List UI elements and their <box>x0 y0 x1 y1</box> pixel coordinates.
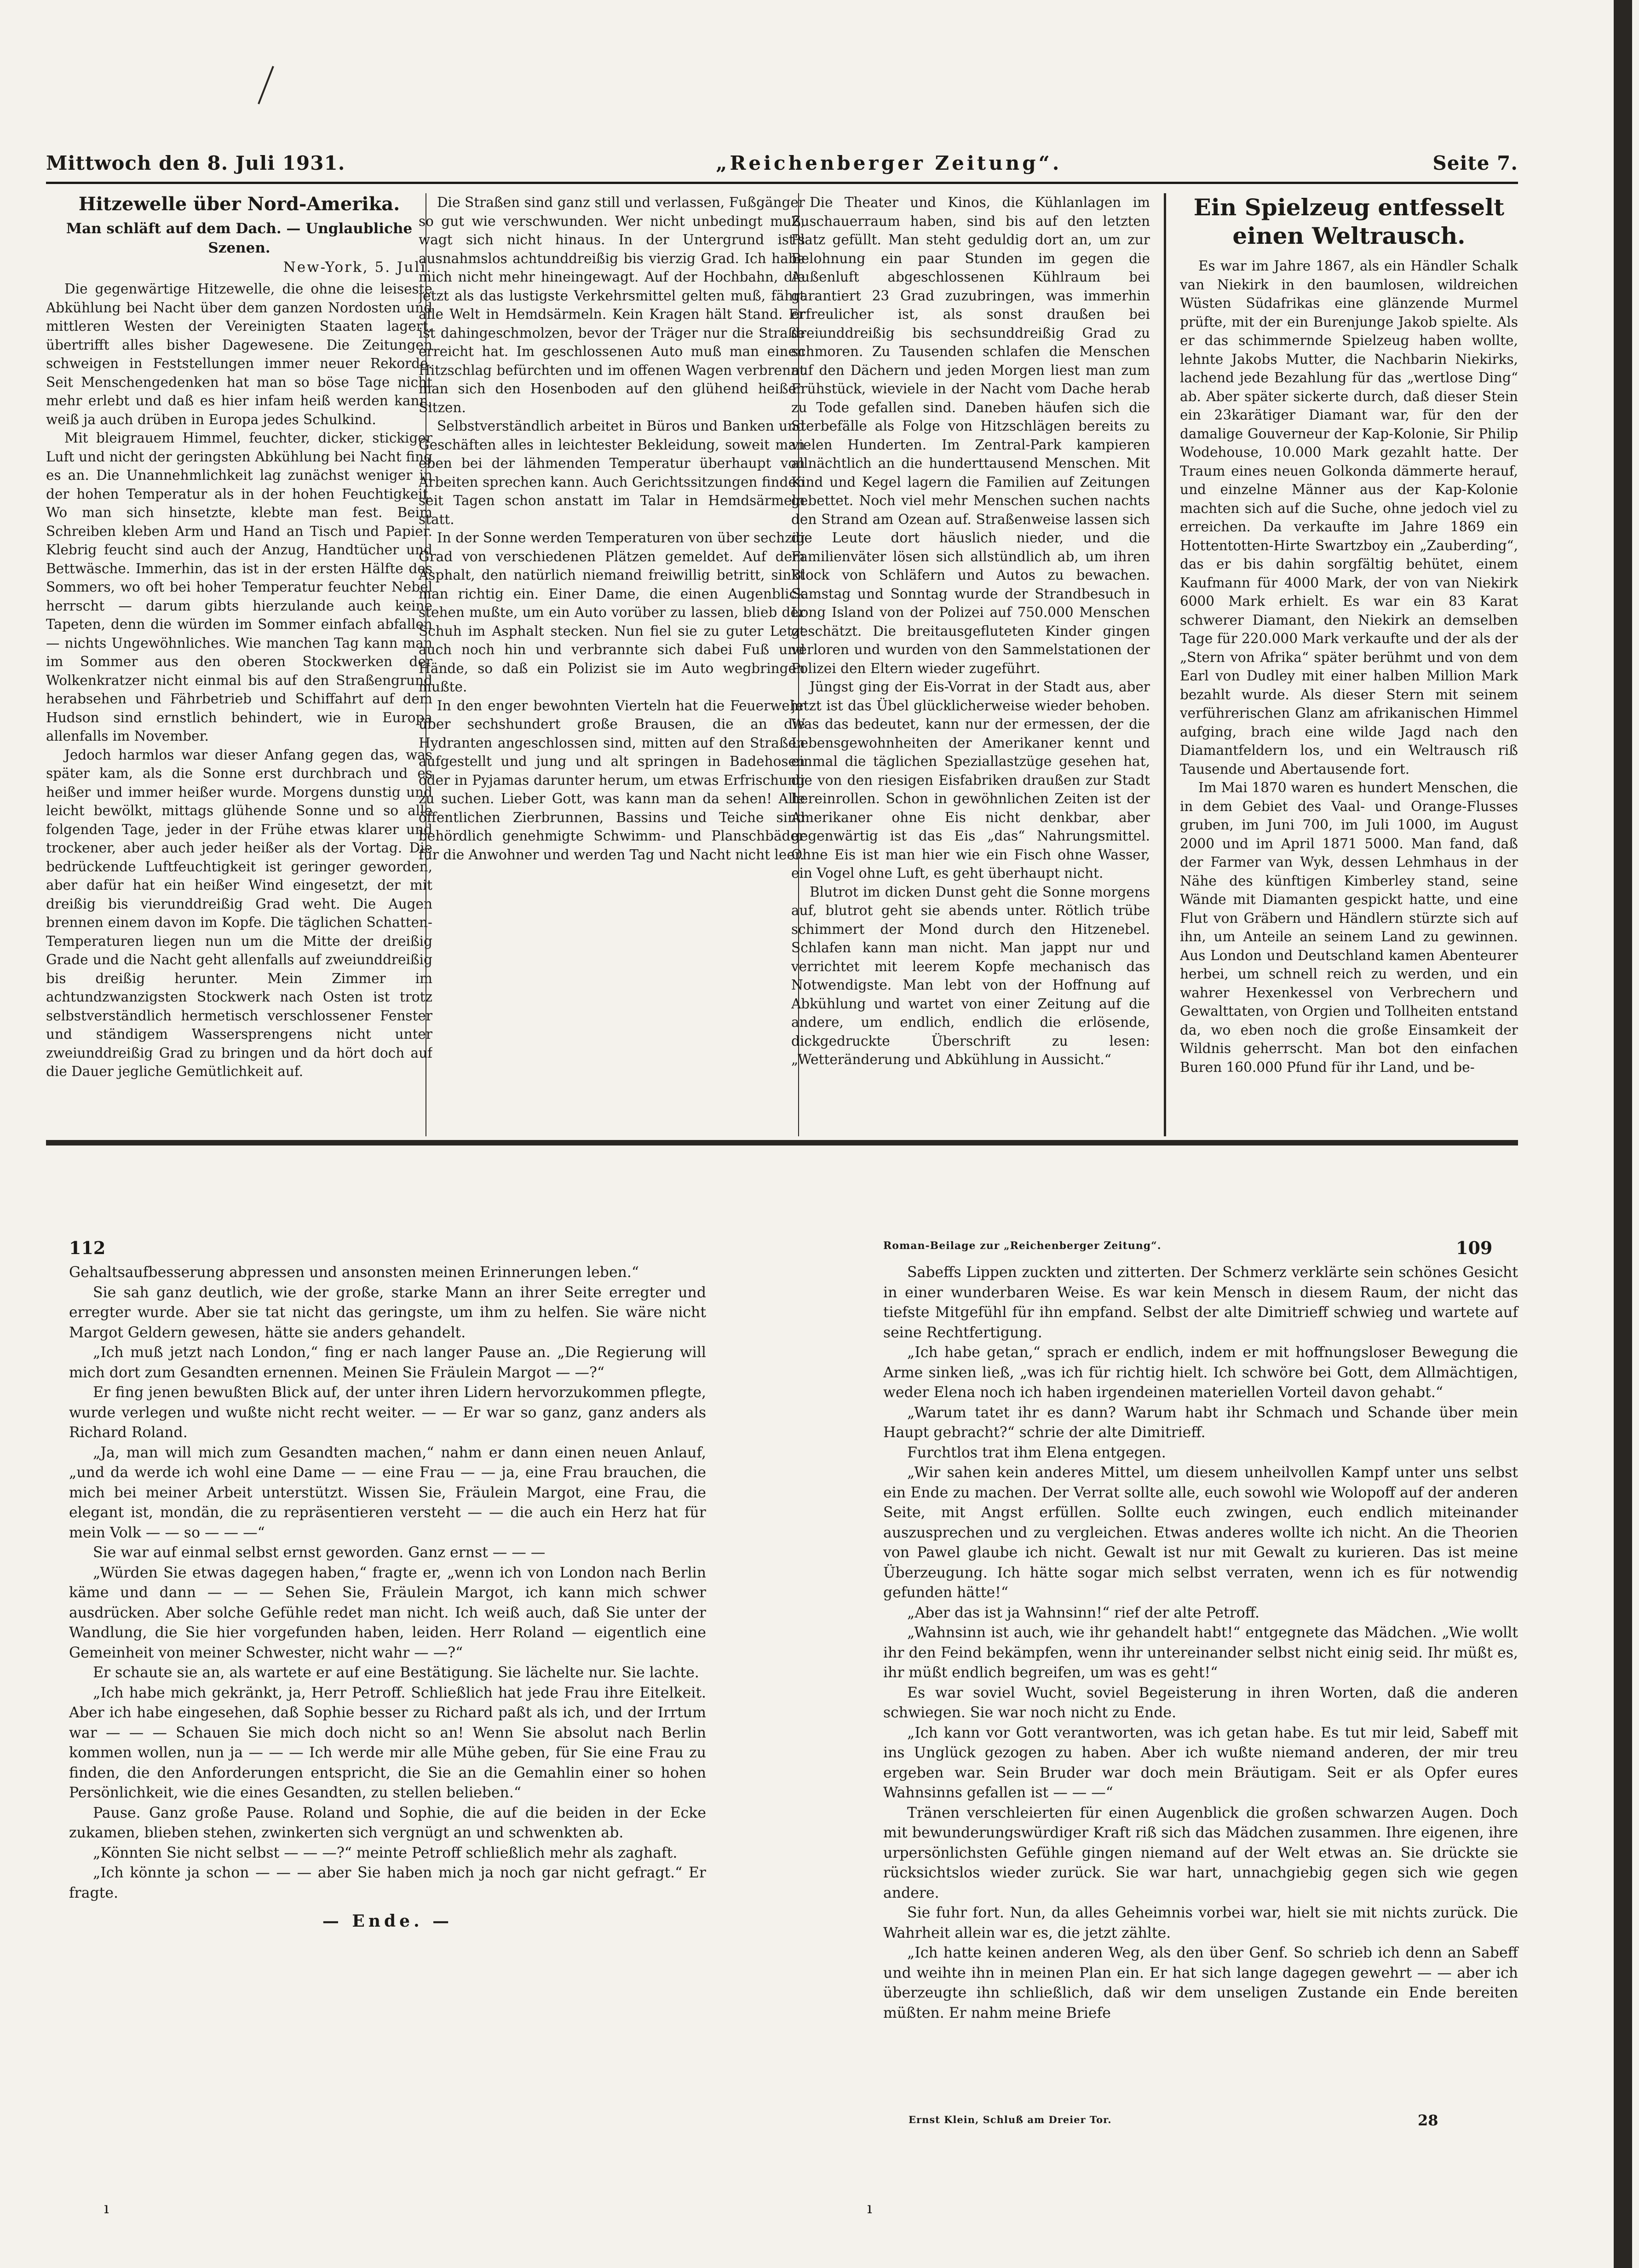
novel-paragraph: „Wahnsinn ist auch, wie ihr gehandelt habt!“ entgegnete das Mädchen. „Wie wollt ihr den Feind bekämpfen, wenn ihr untereinander selbst nicht einig seid. Ihr müßt es, ihr müßt endlich begreifen, um was es geht!“ <box>883 1624 1518 1681</box>
novel-paragraph: „Ich hatte keinen anderen Weg, als den über Genf. So schrieb ich denn an Sabeff und weihte ihn in meinen Plan ein. Er hat sich lange dagegen gewehrt — — aber ich überzeugte ihn schließlich, daß wir dem unseligen Zustande ein Ende bereiten müßten. Er nahm meine Briefe <box>883 1945 1518 2021</box>
ende-mark: — Ende. — <box>322 1911 453 1931</box>
novel-paragraph: „Würden Sie etwas dagegen haben,“ fragte er, „wenn ich von London nach Berlin käme und dann — — — Sehen Sie, Fräulein Margot, ich kann mich schwer ausdrücken. Aber solche Gefühle redet man nicht. Ich weiß auch, daß Sie unter der Wandlung, die Sie hier vorgefunden haben, leiden. Herr Roland — eigentlich eine Gemeinheit von meiner Schwester, nicht wahr — —?“ <box>69 1564 706 1661</box>
article-paragraph: Die Straßen sind ganz still und verlassen, Fußgänger so gut wie verschwunden. Wer nicht unbedingt muß, wagt sich nicht hinaus. In der Untergrund ist's ausnahmslos achtunddreißig bis vierzig Grad. Ich habe mich nicht mehr hineingewagt. Auf der Hochbahn, die jetzt als das lustigste Verkehrsmittel gelten muß, fährt alle Welt in Hemdsärmeln. Kein Kragen hält Stand. Er ist dahingeschmolzen, bevor der Träger nur die Straße erreicht hat. Im geschlossenen Auto muß man einen Hitzschlag befürchten und im offenen Wagen verbrennt man sich den Hosenboden auf den glühend heißen Sitzen. <box>419 195 805 415</box>
novel-paragraph: Sie sah ganz deutlich, wie der große, starke Mann an ihrer Seite erregter und erregter wurde. Aber sie tat nicht das geringste, um ihm zu helfen. Sie wäre nicht Margot Geldern gewesen, hätte sie anders gehandelt. <box>69 1284 706 1341</box>
novel-paragraph: „Ich kann vor Gott verantworten, was ich getan habe. Es tut mir leid, Sabeff mit ins Unglück gezogen zu haben. Aber ich wußte niemand anderen, der mir treu ergeben war. Sein Bruder war doch mein Bräutigam. Seit er als Opfer eures Wahnsinns gefallen ist — — —“ <box>883 1724 1518 1801</box>
novel-paragraph: Pause. Ganz große Pause. Roland und Sophie, die auf die beiden in der Ecke zukamen, blieben stehen, zwinkerten sich vergnügt an und schwenkten ab. <box>69 1804 706 1841</box>
novel-paragraph: Er schaute sie an, als wartete er auf eine Bestätigung. Sie lächelte nur. Sie lachte. <box>93 1664 699 1681</box>
novel-page-right <box>883 1263 1518 2023</box>
article-paragraph: Mit bleigrauem Himmel, feuchter, dicker, stickiger Luft und nicht der geringsten Abkühlung bei Nacht fing es an. Die Unannehmlichkeit lag zunächst weniger in der hohen Temperatur als in der hohen Feuchtigkeit. Wo man sich hinsetzte, klebte man fest. Beim Schreiben kleben Arm und Hand an Tisch und Papier. Klebrig feucht sind auch der Anzug, Handtücher und Bettwäsche. Immerhin, das ist in der ersten Hälfte des Sommers, wo oft bei hoher Temperatur feuchter Nebel herrscht — darum gibts hierzulande auch keine Tapeten, denn die würden im Sommer einfach abfallen — nichts Ungewöhnliches. Wie manchen Tag kann man im Sommer aus den oberen Stockwerken der Wolkenkratzer nicht einmal bis auf den Straßengrund herabsehen und Fährbetrieb und Schiffahrt auf dem Hudson sind ernstlich behindert, wie in Europa allenfalls im November. <box>46 430 432 744</box>
header-rule <box>46 182 1518 184</box>
article-subtitle: Man schläft auf dem Dach. — Unglaubliche Szenen. <box>66 220 413 256</box>
article-paragraph: Blutrot im dicken Dunst geht die Sonne morgens auf, blutrot geht sie abends unter. Rötlich trübe schimmert der Mond durch den Hitzenebel. Schlafen kann man nicht. Man jappt nur und verrichtet mit leerem Kopfe mechanisch das Notwendigste. Man lebt von der Hoffnung auf Abkühlung und wartet von einer Zeitung auf die andere, um endlich, endlich die erlösende, dickgedruckte Überschrift zu lesen: „Wetteränderung und Abkühlung in Aussicht.“ <box>791 884 1150 1067</box>
page-bottom-rule <box>46 1140 1518 1146</box>
novel-paragraph: Sie war auf einmal selbst ernst geworden. Ganz ernst — — — <box>93 1544 546 1561</box>
novel-paragraph: Sie fuhr fort. Nun, da alles Geheimnis vorbei war, hielt sie mit nichts zurück. Die Wahrheit allein war es, die jetzt zählte. <box>883 1905 1518 1941</box>
article-title: Ein Spielzeug entfesselt einen Weltrausch. <box>1193 194 1505 249</box>
novel-paragraph: Tränen verschleierten für einen Augenblick die großen schwarzen Augen. Doch mit bewunderungswürdiger Kraft riß sich das Mädchen zusammen. Ihre eigenen, ihre urpersönlichsten Gefühle gingen niemand auf der Welt etwas an. Sie drückte sie rücksichtslos wieder zurück. Sie war hart, unnachgiebig gegen sich wie gegen andere. <box>883 1804 1518 1901</box>
tick-mark-icon: ı <box>867 2199 872 2217</box>
header-newspaper-name: „Reichenberger Zeitung“. <box>716 152 1062 174</box>
novel-paragraph: „Ich muß jetzt nach London,“ fing er nach langer Pause an. „Die Regierung will mich dort zum Gesandten ernennen. Meinen Sie Fräulein Margot — —?“ <box>69 1344 706 1381</box>
article-paragraph: Jüngst ging der Eis-Vorrat in der Stadt aus, aber jetzt ist das Übel glücklicherweise wieder behoben. Was das bedeutet, kann nur der ermessen, der die Lebensgewohnheiten der Amerikaner kennt und einmal die täglichen Speziallastzüge gesehen hat, die von den riesigen Eisfabriken draußen zur Stadt hereinrollen. Schon in gewöhnlichen Zeiten ist der Amerikaner ohne Eis nicht denkbar, aber gegenwärtig ist das Eis „das“ Nahrungsmittel. Ohne Eis ist man hier wie ein Fisch ohne Wasser, ein Vogel ohne Luft, es geht überhaupt nicht. <box>791 679 1150 881</box>
header-page: Seite 7. <box>1432 152 1518 174</box>
novel-page-left <box>69 1263 706 1932</box>
novel-paragraph: „Warum tatet ihr es dann? Warum habt ihr Schmach und Schande über mein Haupt gebracht?“ schrie der alte Dimitrieff. <box>883 1404 1518 1441</box>
article-dateline: New-York, 5. Juli. <box>283 259 432 276</box>
novel-paragraph: Es war soviel Wucht, soviel Begeisterung in ihren Worten, daß die anderen schwiegen. Sie war noch nicht zu Ende. <box>883 1684 1518 1721</box>
column-divider-bold <box>1164 193 1166 1136</box>
novel-paragraph: „Ja, man will mich zum Gesandten machen,“ nahm er dann einen neuen Anlauf, „und da werde ich wohl eine Dame — — eine Frau — — ja, eine Frau brauchen, die mich bei meiner Arbeit unterstützt. Wissen Sie, Fräulein Margot, eine Frau, die elegant ist, mondän, die zu repräsentieren versteht — — die auch ein Herz hat für mein Volk — — so — — —“ <box>69 1444 706 1541</box>
tick-mark-icon: ı <box>104 2199 109 2217</box>
novel-paragraph: Gehaltsaufbesserung abpressen und ansonsten meinen Erinnerungen leben.“ <box>69 1264 639 1281</box>
novel-paragraph: „Wir sahen kein anderes Mittel, um diesem unheilvollen Kampf unter uns selbst ein Ende zu machen. Der Verrat sollte alle, euch sowohl wie Wolopoff auf der anderen Seite, mit Angst erfüllen. Sollte euch zwingen, euch endlich miteinander auszusprechen und zu vergleichen. Etwas anderes wollte ich nicht. An die Theorien von Pawel glaube ich nicht. Gewalt ist nur mit Gewalt zu kurieren. Das ist meine Überzeugung. Ich hätte sogar mich selbst verraten, wenn ich es für notwendig gefunden hätte!“ <box>883 1464 1518 1601</box>
pencil-mark-icon <box>252 64 280 106</box>
novel-paragraph: Sabeffs Lippen zuckten und zitterten. Der Schmerz verklärte sein schönes Gesicht in einer wunderbaren Weise. Es war kein Mensch in diesem Raum, der nicht das tiefste Mitgefühl für ihn empfand. Selbst der alte Dimitrieff schwieg und wartete auf seine Rechtfertigung. <box>883 1264 1518 1341</box>
article-paragraph: In der Sonne werden Temperaturen von über sechzig Grad von verschiedenen Plätzen gemeldet. Auf dem Asphalt, den natürlich niemand freiwillig betritt, sinkt man richtig ein. Einer Dame, die einen Augenblick stehen mußte, um ein Auto vorüber zu lassen, blieb der Schuh im Asphalt stecken. Nun fiel sie zu guter Letzt auch noch hin und verbrannte sich dabei Fuß und Hände, so daß ein Polizist sie im Auto wegbringen mußte. <box>419 530 805 695</box>
novel-paragraph: „Aber das ist ja Wahnsinn!“ rief der alte Petroff. <box>907 1604 1259 1621</box>
page-number: 109 <box>1456 1238 1493 1258</box>
article-paragraph: Jedoch harmlos war dieser Anfang gegen das, was später kam, als die Sonne erst durchbrach und es heißer und immer heißer wurde. Morgens dunstig und leicht bewölkt, mittags glühende Sonne und so alle folgenden Tage, jeder in der Frühe etwas klarer und trockener, aber auch jeder heißer als der Vortag. Die bedrückende Luftfeuchtigkeit ist geringer geworden, aber dafür hat ein heißer Wind eingesetzt, der mit dreißig bis vierunddreißig Grad weht. Die Augen brennen einem davon im Kopfe. Die täglichen Schatten-Temperaturen liegen nun um die Mitte der dreißig Grade und die Nacht geht allenfalls auf zweiunddreißig bis dreißig herunter. Mein Zimmer im achtundzwanzigsten Stockwerk nach Osten ist trotz selbstverständlich hermetisch verschlossener Fenster und ständigem Wassersprengens nicht unter zweiunddreißig Grad zu bringen und da hört doch auf die Dauer jegliche Gemütlichkeit auf. <box>46 747 432 1079</box>
article-title: Hitzewelle über Nord-Amerika. <box>78 193 400 215</box>
novel-paragraph: „Ich habe getan,“ sprach er endlich, indem er mit hoffnungsloser Bewegung die Arme sinken ließ, „was ich für richtig hielt. Ich schwöre bei Gott, dem Allmächtigen, weder Elena noch ich haben irgendeinen materiellen Vorteil davon gehabt.“ <box>883 1344 1518 1401</box>
page-number: 112 <box>69 1238 106 1258</box>
novel-paragraph: „Ich habe mich gekränkt, ja, Herr Petroff. Schließlich hat jede Frau ihre Eitelkeit. Aber ich habe eingesehen, daß Sophie besser zu Richard paßt als ich, und der Irrtum war — — — Schauen Sie mich doch nicht so an! Wenn Sie absolut nach Berlin kommen wollen, nun ja — — — Ich werde mir alle Mühe geben, für Sie eine Frau zu finden, die den Anforderungen entspricht, die Sie an die Gemahlin einer so hohen Persönlichkeit, wie die eines Gesandten, zu stellen belieben.“ <box>69 1684 706 1801</box>
supplement-label: Roman-Beilage zur „Reichenberger Zeitung“. <box>883 1240 1162 1252</box>
article-column-2 <box>419 193 805 1136</box>
article-paragraph: Es war im Jahre 1867, als ein Händler Schalk van Niekirk in den baumlosen, wildreichen Wüsten Südafrikas eine glänzende Murmel prüfte, mit der ein Burenjunge Jakob spielte. Als er das schimmernde Spielzeug haben wollte, lehnte Jakobs Mutter, die Nachbarin Niekirks, lachend jede Bezahlung für das „wertlose Ding“ ab. Aber später sickerte durch, daß dieser Stein ein 23karätiger Diamant war, für den der damalige Gouverneur der Kap-Kolonie, Sir Philip Wodehouse, 10.000 Mark gezahlt hatte. Der Traum eines neuen Golkonda dämmerte herauf, und einzelne Männer aus der Kap-Kolonie machten sich auf die Suche, ohne jedoch viel zu erreichen. Da verkaufte im Jahre 1869 ein Hottentotten-Hirte Swartzboy ein „Zauberding“, das er bis dahin sorgfältig behütet, einem Kaufmann für 4000 Mark, der von van Niekirk 6000 Mark erhielt. Es war ein 83 Karat schwerer Diamant, den Niekirk an demselben Tage für 220.000 Mark verkaufte und der als der „Stern von Afrika“ später berühmt und von dem Earl von Dudley mit einer halben Million Mark bezahlt wurde. Als dieser Stern mit seinem verführerischen Glanz am afrikanischen Himmel aufging, brach eine wilde Jagd nach den Diamantfeldern los, und ein Weltrausch riß Tausende und Abertausende fort. <box>1180 258 1518 777</box>
article-paragraph: Selbstverständlich arbeitet in Büros und Banken und Geschäften alles in leichtester Bekleidung, soweit man eben bei der lähmenden Temperatur überhaupt von Arbeiten sprechen kann. Auch Gerichtssitzungen finden seit Tagen schon anstatt im Talar in Hemdsärmeln statt. <box>419 418 805 527</box>
article-paragraph: Im Mai 1870 waren es hundert Menschen, die in dem Gebiet des Vaal- und Orange-Flusses gruben, im Juni 700, im Juli 1000, im August 2000 und im April 1871 5000. Man fand, daß der Farmer van Wyk, dessen Lehmhaus in der Nähe des künftigen Kimberley stand, seine Wände mit Diamanten gespickt hatte, und eine Flut von Gräbern und Händlern stürzte sich auf ihn, um Anteile an seinem Land zu gewinnen. Aus London und Deutschland kamen Abenteurer herbei, um schnell reich zu werden, und ein wahrer Hexenkessel von Verbrechern und Gewalttaten, von Orgien und Tollheiten entstand da, wo eben noch die große Einsamkeit der Wildnis geherrscht. Man bot den einfachen Buren 160.000 Pfund für ihr Land, und be- <box>1180 780 1518 1075</box>
header-date: Mittwoch den 8. Juli 1931. <box>46 152 345 174</box>
signature-number: 28 <box>1418 2112 1438 2129</box>
article-column-4 <box>1180 193 1518 1136</box>
article-paragraph: Die Theater und Kinos, die Kühlanlagen im Zuschauerraum haben, sind bis auf den letzten Platz gefüllt. Man steht geduldig dort an, um zur Belohnung ein paar Stunden im gegen die Außenluft abgeschlossenen Kühlraum bei garantiert 23 Grad zuzubringen, was immerhin erfreulicher ist, als sonst draußen bei dreiunddreißig bis sechsunddreißig Grad zu schmoren. Zu Tausenden schlafen die Menschen auf den Dächern und jeden Morgen liest man zum Frühstück, wieviele in der Nacht vom Dache herab zu Tode gefallen sind. Daneben häufen sich die Sterbefälle als Folge von Hitzschlägen bereits zu vielen Hunderten. Im Zentral-Park kampieren allnächtlich an die hunderttausend Menschen. Mit Kind und Kegel lagern die Familien auf Zeitungen gebettet. Noch viel mehr Menschen suchen nachts den Strand am Ozean auf. Straßenweise lassen sich die Leute dort häuslich nieder, und die Familienväter lösen sich allstündlich ab, um ihren Block von Schläfern und Autos zu bewachen. Samstag und Sonntag wurde der Strandbesuch in Long Island von der Polizei auf 750.000 Menschen geschätzt. Die breitausgefluteten Kinder gingen verloren und wurden von den Sammelstationen der Polizei den Eltern wieder zugeführt. <box>791 195 1150 676</box>
page-header <box>46 152 1518 174</box>
scan-edge <box>1614 0 1632 2268</box>
article-paragraph: Die gegenwärtige Hitzewelle, die ohne die leiseste Abkühlung bei Nacht über dem ganzen Nordosten und mittleren Westen der Vereinigten Staaten lagert, übertrifft alles bisher Dagewesene. Die Zeitungen schweigen in Feststellungen immer neuer Rekorde. Seit Menschengedenken hat man so böse Tage nicht mehr erlebt und daß es hier infam heiß werden kann, weiß ja auch drüben in Europa jedes Schulkind. <box>46 281 432 427</box>
novel-paragraph: Er fing jenen bewußten Blick auf, der unter ihren Lidern hervorzukommen pflegte, wurde verlegen und wußte nicht recht weiter. — — Er war so ganz, ganz anders als Richard Roland. <box>69 1384 706 1441</box>
article-column-1 <box>46 193 432 1136</box>
article-paragraph: In den enger bewohnten Vierteln hat die Feuerwehr über sechshundert große Brausen, die an die Hydranten angeschlossen sind, mitten auf den Straßen aufgestellt und jung und alt springen in Badehosen oder in Pyjamas darunter herum, um etwas Erfrischung zu suchen. Lieber Gott, was kann man da sehen! Alle öffentlichen Zierbrunnen, Bassins und Teiche sind behördlich genehmigte Schwimm- und Planschbäder für die Anwohner und werden Tag und Nacht nicht leer. <box>419 697 805 863</box>
novel-paragraph: „Ich könnte ja schon — — — aber Sie haben mich ja noch gar nicht gefragt.“ Er fragte. <box>69 1865 706 1901</box>
article-column-3 <box>791 193 1150 1136</box>
novel-paragraph: Furchtlos trat ihm Elena entgegen. <box>907 1444 1166 1461</box>
novel-paragraph: „Könnten Sie nicht selbst — — —?“ meinte Petroff schließlich mehr als zaghaft. <box>93 1844 678 1861</box>
printer-footer: Ernst Klein, Schluß am Dreier Tor. <box>909 2114 1112 2125</box>
